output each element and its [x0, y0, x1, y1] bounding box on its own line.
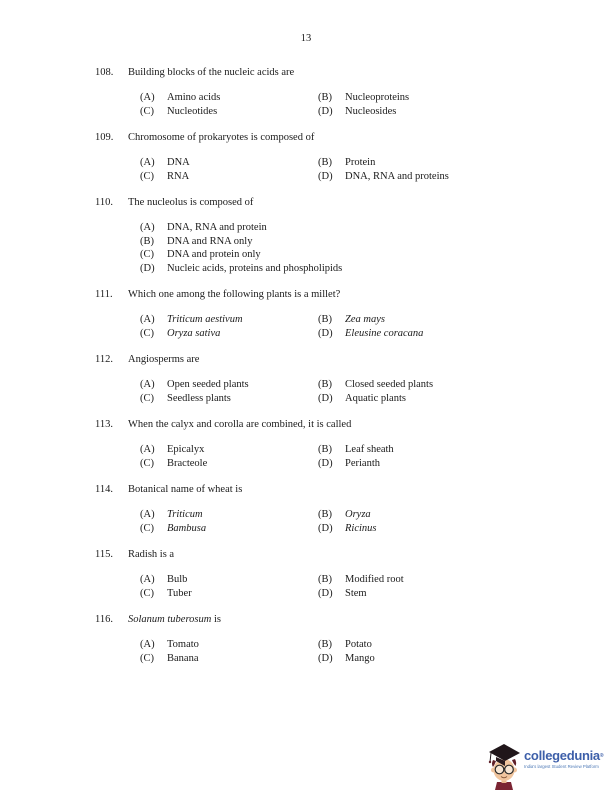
option-text: Triticum: [167, 509, 203, 520]
question-number: 111.: [95, 289, 113, 300]
question-options: [140, 221, 612, 275]
question-options: [140, 156, 612, 183]
option-label: (B): [318, 574, 332, 585]
option-text: Stem: [345, 587, 367, 599]
option-text: Aquatic plants: [345, 392, 406, 404]
question-number: 109.: [95, 132, 114, 143]
option-label: (A): [140, 222, 155, 233]
question-text: Angiosperms are: [128, 354, 200, 365]
question-number: 115.: [95, 549, 113, 560]
option-text: Open seeded plants: [167, 379, 249, 390]
question-text-suffix: is: [211, 614, 221, 625]
question-number: 113.: [95, 419, 113, 430]
option-text: Potato: [345, 639, 372, 650]
option-label: (D): [140, 262, 155, 274]
logo-text-block: [524, 742, 603, 770]
option-text: Oryza sativa: [167, 327, 221, 339]
question-options: [140, 313, 612, 340]
question-110: [95, 196, 612, 275]
option-text: Protein: [345, 157, 376, 168]
option-label: (B): [318, 639, 332, 650]
page-number: 13: [300, 33, 312, 44]
option-label: (C): [140, 457, 154, 469]
option-label: (C): [140, 105, 154, 117]
option-label: (A): [140, 157, 155, 168]
question-options: [140, 91, 612, 118]
option-text: Ricinus: [345, 522, 377, 534]
question-text: When the calyx and corolla are combined, it is called: [128, 419, 352, 430]
option-text: Zea mays: [345, 314, 385, 325]
option-label: (A): [140, 379, 155, 390]
option-label: (A): [140, 314, 155, 325]
option-label: (C): [140, 170, 154, 182]
question-options: [140, 378, 612, 405]
option-text: Seedless plants: [167, 392, 231, 404]
question-116: [95, 613, 612, 665]
option-label: (B): [318, 444, 332, 455]
option-label: (B): [318, 92, 332, 103]
option-label: (A): [140, 444, 155, 455]
option-label: (C): [140, 249, 154, 260]
option-text: Tomato: [167, 639, 199, 650]
question-text: The nucleolus is composed of: [128, 197, 254, 208]
option-label: (D): [318, 457, 333, 469]
option-label: (D): [318, 392, 333, 404]
option-text: DNA, RNA and proteins: [345, 170, 449, 182]
option-text: Nucleic acids, proteins and phospholipids: [167, 262, 343, 274]
option-text: Oryza: [345, 509, 371, 520]
option-label: (D): [318, 587, 333, 599]
question-text: Chromosome of prokaryotes is composed of: [128, 132, 315, 143]
question-112: [95, 353, 612, 405]
option-label: (B): [318, 509, 332, 520]
option-text: Triticum aestivum: [167, 314, 243, 325]
option-text: DNA and protein only: [167, 249, 261, 260]
option-text: Amino acids: [167, 92, 221, 103]
option-label: (A): [140, 509, 155, 520]
option-text: Banana: [167, 652, 199, 664]
question-line: [95, 288, 612, 301]
question-options: [140, 573, 612, 600]
option-text: Bambusa: [167, 522, 207, 534]
option-text: Leaf sheath: [345, 444, 394, 455]
option-label: (C): [140, 522, 154, 534]
question-line: [95, 196, 612, 209]
question-115: [95, 548, 612, 600]
option-text: DNA and RNA only: [167, 235, 253, 247]
option-text: Bulb: [167, 574, 188, 585]
question-text: [128, 614, 221, 625]
option-label: (D): [318, 105, 333, 117]
question-options: [140, 508, 612, 535]
question-text: Radish is a: [128, 549, 175, 560]
question-options: [140, 638, 612, 665]
question-line: [95, 66, 612, 79]
option-label: (C): [140, 652, 154, 664]
question-111: [95, 288, 612, 340]
option-label: (A): [140, 639, 155, 650]
option-label: (B): [318, 314, 332, 325]
collegedunia-logo: [486, 742, 612, 792]
option-text: DNA, RNA and protein: [167, 222, 267, 233]
option-label: (A): [140, 92, 155, 103]
option-text: Tuber: [167, 587, 192, 599]
option-label: (C): [140, 327, 154, 339]
question-109: [95, 131, 612, 183]
option-label: (A): [140, 574, 155, 585]
option-label: (C): [140, 587, 154, 599]
question-text: Botanical name of wheat is: [128, 484, 243, 495]
option-text: Nucleosides: [345, 105, 397, 117]
question-options: [140, 443, 612, 470]
question-line: [95, 131, 612, 144]
option-label: (B): [318, 157, 332, 168]
option-text: Nucleotides: [167, 105, 218, 117]
option-text: Eleusine coracana: [345, 327, 424, 339]
option-text: DNA: [167, 157, 190, 168]
option-text: Modified root: [345, 574, 404, 585]
registered-trademark-icon: ®: [599, 753, 604, 759]
logo-tagline: India's largest Student Review Platform: [524, 764, 599, 769]
option-text: Perianth: [345, 457, 380, 469]
option-text: RNA: [167, 170, 190, 182]
option-text: Closed seeded plants: [345, 379, 434, 390]
question-114: [95, 483, 612, 535]
option-text: Epicalyx: [167, 444, 205, 455]
option-label: (D): [318, 652, 333, 664]
question-number: 112.: [95, 354, 113, 365]
question-line: [95, 548, 612, 561]
option-label: (C): [140, 392, 154, 404]
question-number: 110.: [95, 197, 113, 208]
collegedunia-mascot-icon: [486, 742, 522, 790]
option-text: Mango: [345, 652, 375, 664]
logo-brand-text: [524, 749, 603, 763]
question-number: 108.: [95, 67, 114, 78]
logo-brand-word: collegedunia: [524, 748, 600, 763]
question-113: [95, 418, 612, 470]
question-line: [95, 483, 612, 496]
option-text: Bracteole: [167, 457, 208, 469]
question-text: Which one among the following plants is a millet?: [128, 289, 341, 300]
option-label: (D): [318, 170, 333, 182]
option-label: (D): [318, 327, 333, 339]
question-line: [95, 613, 612, 626]
option-label: (B): [318, 379, 332, 390]
question-text-species: Solanum tuberosum: [128, 614, 212, 625]
question-108: [95, 66, 612, 118]
question-text: Building blocks of the nucleic acids are: [128, 67, 295, 78]
option-text: Nucleoproteins: [345, 92, 410, 103]
question-line: [95, 418, 612, 431]
questions-list: [0, 66, 612, 678]
option-label: (D): [318, 522, 333, 534]
option-label: (B): [140, 235, 154, 247]
question-number: 116.: [95, 614, 113, 625]
question-number: 114.: [95, 484, 113, 495]
question-line: [95, 353, 612, 366]
